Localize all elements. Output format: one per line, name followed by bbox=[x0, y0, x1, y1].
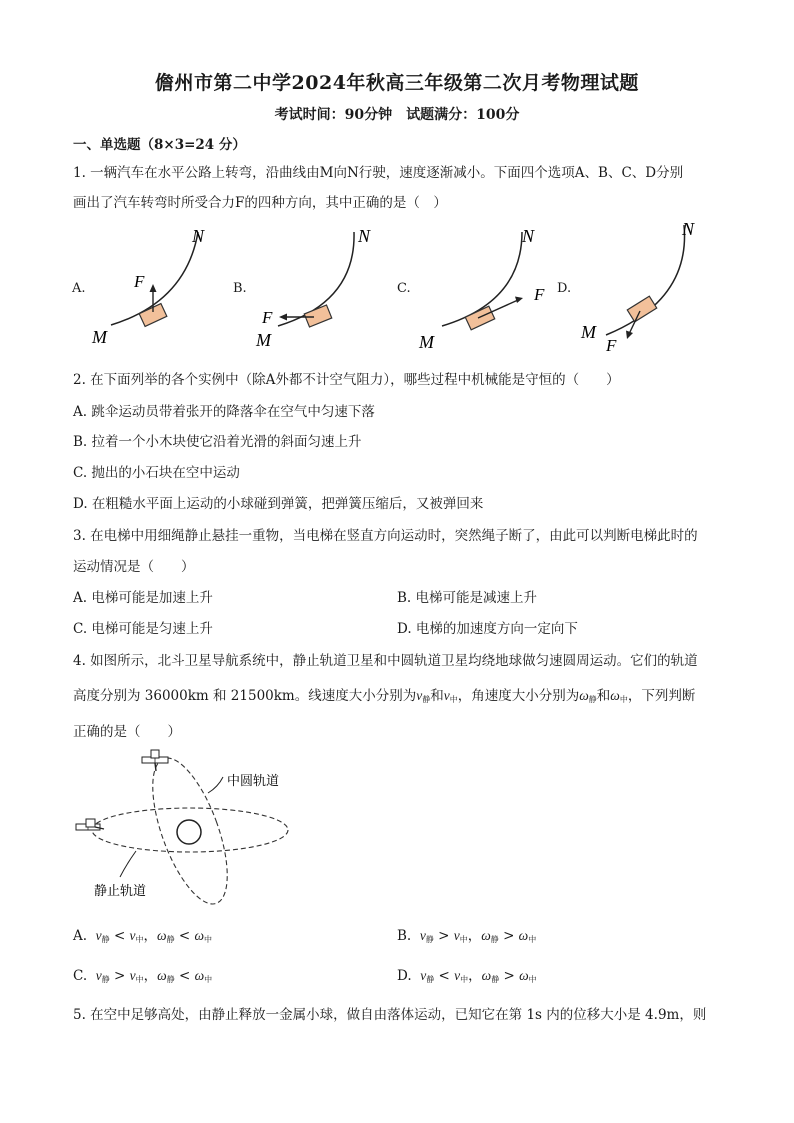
q4-stem-line2: 高度分别为 36000km 和 21500km。线速度大小分别为$v_静$和$v_中$，角速度大小分别为$\omega_静$和$\omega_中$，下列判断 bbox=[73, 688, 696, 704]
point-n-b: N bbox=[358, 226, 371, 246]
exam-title: 儋州市第二中学2024年秋高三年级第二次月考物理试题 bbox=[155, 72, 639, 94]
force-label-a: F bbox=[134, 272, 145, 291]
q1-option-d-label: D. bbox=[557, 281, 572, 296]
force-label-c: F bbox=[534, 285, 545, 304]
satellite-geostationary-icon bbox=[76, 819, 104, 830]
point-n-a: N bbox=[192, 226, 205, 246]
q2-option-c: C. 抛出的小石块在空中运动 bbox=[73, 465, 240, 481]
q3-option-a: A. 电梯可能是加速上升 bbox=[73, 590, 213, 606]
exam-subtitle: 考试时间：90分钟 试题满分：100分 bbox=[274, 107, 520, 123]
q3-option-c: C. 电梯可能是匀速上升 bbox=[73, 621, 213, 637]
q4-option-c: C. $v_静 > v_中$，$\omega_静 < \omega_中$ bbox=[73, 968, 213, 984]
section-heading: 一、单选题（8×3=24 分） bbox=[73, 137, 246, 153]
point-m-a: M bbox=[92, 327, 107, 347]
q1-figure-a bbox=[86, 222, 226, 352]
q3-option-b: B. 电梯可能是减速上升 bbox=[397, 590, 538, 606]
label-geostationary-orbit: 静止轨道 bbox=[94, 884, 147, 899]
q2-option-b: B. 拉着一个小木块使它沿着光滑的斜面匀速上升 bbox=[73, 434, 362, 450]
earth bbox=[177, 820, 201, 844]
q4-option-d: D. $v_静 < v_中$，$\omega_静 > \omega_中$ bbox=[397, 968, 537, 984]
satellite-medium-icon bbox=[142, 750, 168, 771]
point-m-c: M bbox=[419, 332, 434, 352]
q1-stem-line2: 画出了汽车转弯时所受合力F的四种方向，其中正确的是（ ） bbox=[73, 195, 447, 211]
force-label-b: F bbox=[262, 308, 273, 327]
q3-stem-line2: 运动情况是（ ） bbox=[73, 559, 195, 575]
q4-orbit-figure bbox=[70, 745, 310, 915]
q4-option-b: B. $v_静 > v_中$，$\omega_静 > \omega_中$ bbox=[397, 928, 537, 944]
q1-option-c-label: C. bbox=[397, 281, 411, 296]
q2-stem: 2. 在下面列举的各个实例中（除A外都不计空气阻力），哪些过程中机械能是守恒的（ ） bbox=[73, 372, 620, 388]
q1-figure-d bbox=[576, 215, 716, 355]
force-label-d: F bbox=[606, 336, 617, 355]
q4-stem-line3: 正确的是（ ） bbox=[73, 724, 181, 740]
q3-option-d: D. 电梯的加速度方向一定向下 bbox=[397, 621, 578, 637]
car-b bbox=[304, 305, 331, 327]
car-d bbox=[627, 296, 656, 322]
q1-figure-b bbox=[246, 222, 386, 352]
point-n-c: N bbox=[522, 226, 535, 246]
q5-stem-line1: 5. 在空中足够高处，由静止释放一金属小球，做自由落体运动，已知它在第 1s 内的位移大小是 4.9m，则 bbox=[73, 1007, 707, 1023]
q2-option-d: D. 在粗糙水平面上运动的小球碰到弹簧，把弹簧压缩后，又被弹回来 bbox=[73, 496, 484, 512]
point-n-d: N bbox=[682, 219, 695, 239]
q3-stem-line1: 3. 在电梯中用细绳静止悬挂一重物，当电梯在竖直方向运动时，突然绳子断了，由此可以判断电梯此时的 bbox=[73, 528, 698, 544]
label-medium-orbit: 中圆轨道 bbox=[227, 774, 280, 789]
q1-stem-line1: 1. 一辆汽车在水平公路上转弯，沿曲线由M向N行驶，速度逐渐减小。下面四个选项A、B、C、D分别 bbox=[73, 165, 684, 181]
q2-option-a: A. 跳伞运动员带着张开的降落伞在空气中匀速下落 bbox=[73, 404, 375, 420]
q1-option-a-label: A. bbox=[72, 281, 86, 296]
q1-option-b-label: B. bbox=[233, 281, 247, 296]
point-m-b: M bbox=[256, 330, 271, 350]
q4-stem-line1: 4. 如图所示，北斗卫星导航系统中，静止轨道卫星和中圆轨道卫星均绕地球做匀速圆周运动。它们的轨道 bbox=[73, 653, 698, 669]
q4-option-a: A. $v_静 < v_中$，$\omega_静 < \omega_中$ bbox=[73, 928, 213, 944]
car-c bbox=[465, 306, 494, 330]
point-m-d: M bbox=[581, 322, 596, 342]
q1-figure-c bbox=[412, 222, 562, 352]
